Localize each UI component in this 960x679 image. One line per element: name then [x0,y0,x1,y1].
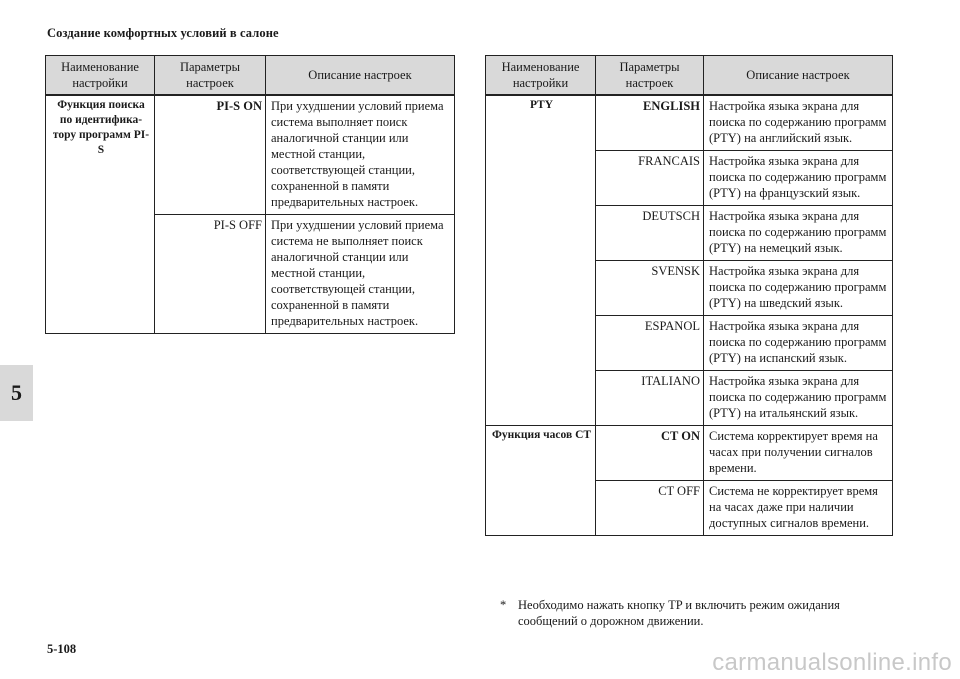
setting-description: Настройка языка экрана для поиска по содержанию программ (PTY) на французский язык. [704,151,893,206]
column-header-name: Наименование настройки [486,56,596,96]
column-header-description: Описание настроек [704,56,893,96]
setting-description: Система не корректирует время на часах даже при наличии доступных сигналов времени. [704,481,893,536]
setting-param: CT ON [596,426,704,481]
setting-description: Настройка языка экрана для поиска по содержанию программ (PTY) на шведский язык. [704,261,893,316]
setting-name: PTY [486,95,596,426]
chapter-number: 5 [11,380,22,405]
setting-param: ESPANOL [596,316,704,371]
footnote-text: Необходимо нажать кнопку TP и включить режим ожидания сообщений о дорожном движении. [518,598,840,628]
setting-description: При ухудшении условий приема система выполняет поиск аналогичной станции или местной станции, соответствующей станции, сохраненной в памяти предварительных настроек. [266,95,455,215]
setting-param: CT OFF [596,481,704,536]
column-header-name: Наименование настройки [46,56,155,96]
setting-description: При ухудшении условий приема система не выполняет поиск аналогичной станции или местной станции, соответствующей станции, сохраненной в памяти предварительных настроек. [266,215,455,334]
setting-param: ITALIANO [596,371,704,426]
setting-param: FRANCAIS [596,151,704,206]
footnote [500,597,900,629]
footnote-marker: * [500,598,507,612]
setting-param: ENGLISH [596,95,704,151]
setting-description: Настройка языка экрана для поиска по содержанию программ (PTY) на испанский язык. [704,316,893,371]
setting-description: Настройка языка экрана для поиска по содержанию программ (PTY) на английский язык. [704,95,893,151]
chapter-tab [0,365,33,421]
table-row [46,95,455,215]
setting-param: DEUTSCH [596,206,704,261]
setting-description: Настройка языка экрана для поиска по содержанию программ (PTY) на итальянский язык. [704,371,893,426]
setting-name: Функция часов CT [486,426,596,536]
table-row [486,426,893,481]
setting-name: Функция поиска по идентифика-тору программ PI-S [46,95,155,334]
page-header-title: Создание комфортных условий в салоне [47,26,279,40]
page-number: 5-108 [47,642,77,656]
watermark: carmanualsonline.info [712,649,952,676]
column-header-params: Параметры настроек [155,56,266,96]
settings-table-right [485,55,893,536]
table-row [486,95,893,151]
column-header-description: Описание настроек [266,56,455,96]
column-header-params: Параметры настроек [596,56,704,96]
setting-param: PI-S ON [155,95,266,215]
setting-description: Настройка языка экрана для поиска по содержанию программ (PTY) на немецкий язык. [704,206,893,261]
setting-description: Система корректирует время на часах при получении сигналов времени. [704,426,893,481]
setting-param: PI-S OFF [155,215,266,334]
setting-param: SVENSK [596,261,704,316]
settings-table-left [45,55,455,334]
